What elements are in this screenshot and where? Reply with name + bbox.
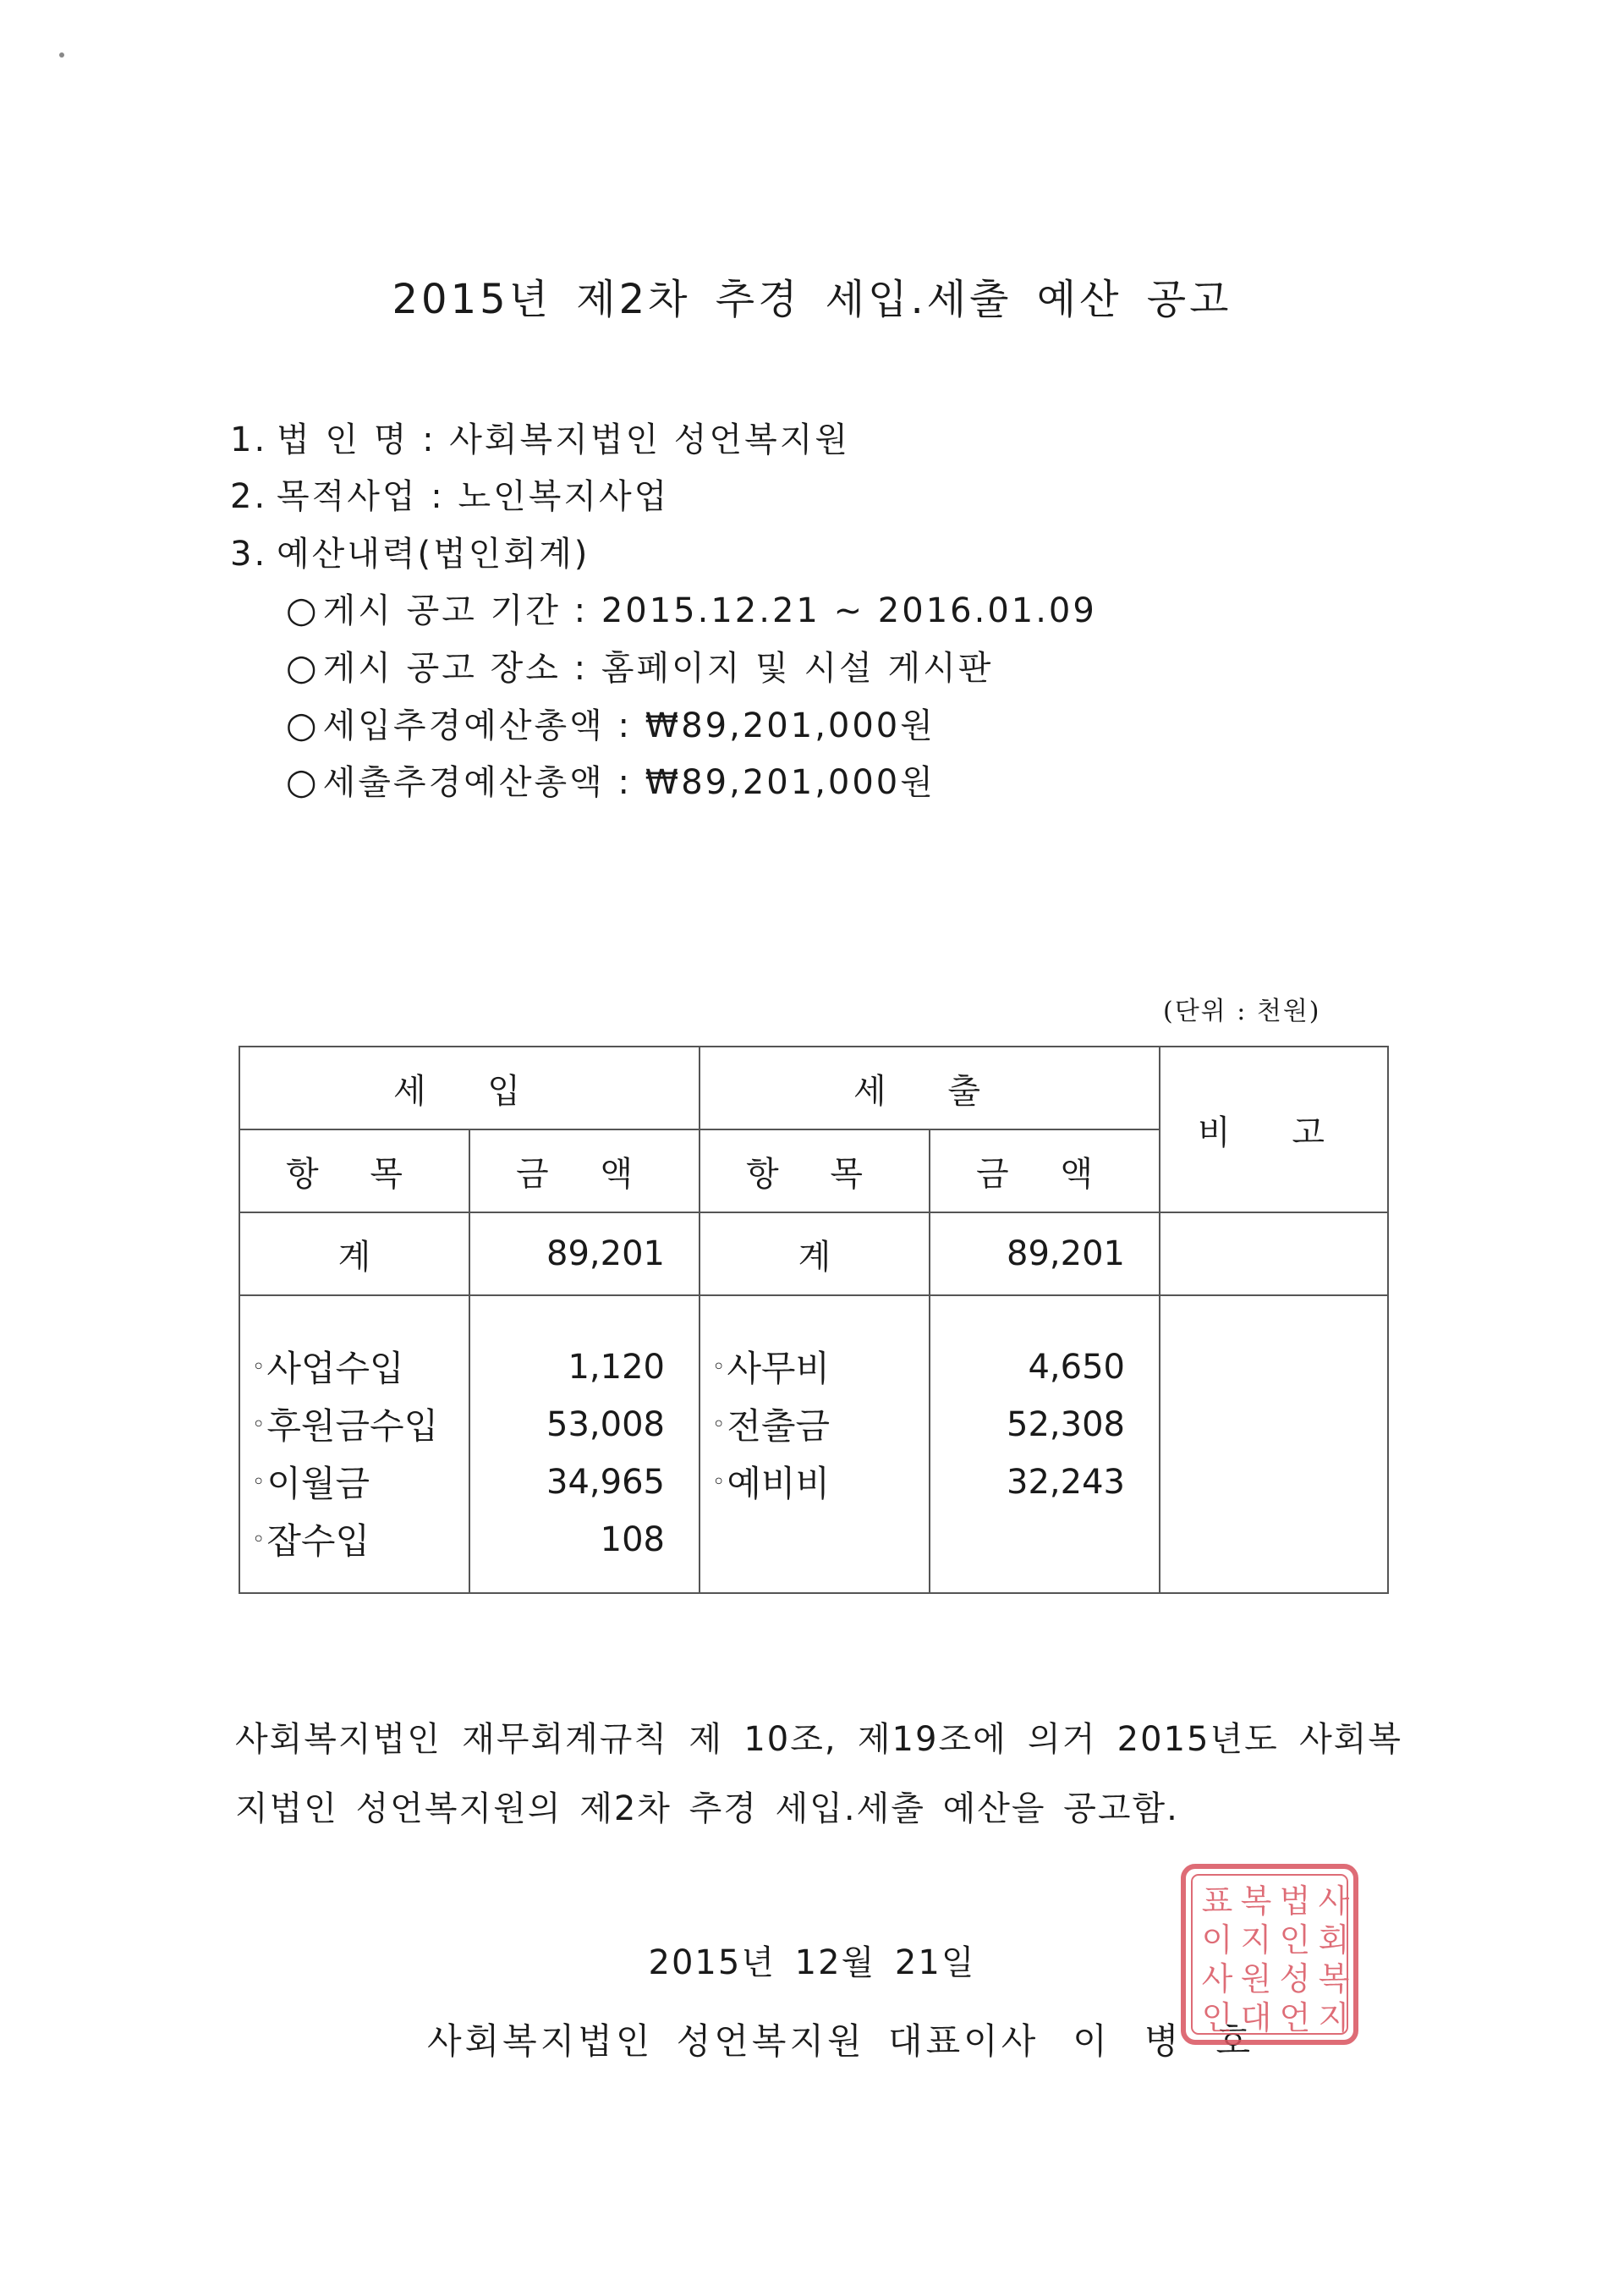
revenue-amount-header: 금 액: [469, 1129, 700, 1212]
list-item: [712, 1453, 929, 1511]
revenue-items: [239, 1295, 469, 1593]
expense-total-value: 89,201: [930, 1212, 1160, 1295]
expense-item-label: 예비비: [727, 1463, 831, 1504]
seal-glyphs: [1202, 1882, 1350, 2036]
revenue-item-label: 사업수입: [266, 1348, 404, 1389]
revenue-item-amount: 1,120: [568, 1348, 665, 1387]
seal-glyph: 사: [1201, 1960, 1233, 1998]
expense-item-label: 전출금: [727, 1405, 831, 1447]
expense-item-amount: 4,650: [1028, 1348, 1125, 1387]
circle-icon: ○: [286, 761, 320, 802]
signer-line: [427, 2014, 1254, 2064]
bullet-icon: ◦: [712, 1412, 726, 1437]
expense-item-amount: 52,308: [1007, 1405, 1125, 1444]
revenue-header: 세 입: [239, 1047, 700, 1129]
announcement-date: 2015년 12월 21일: [648, 1943, 976, 1982]
bullet-icon: ◦: [712, 1470, 726, 1495]
seal-glyph: 복: [1318, 1960, 1350, 1998]
official-seal: [1178, 1861, 1361, 2047]
bullet-icon: ◦: [252, 1355, 266, 1380]
list-item: [252, 1338, 469, 1396]
circle-icon: ○: [286, 704, 320, 745]
expense-item-amount: 32,243: [1007, 1463, 1125, 1502]
revenue-item-label: 잡수입: [266, 1520, 370, 1562]
seal-glyph: 인: [1279, 1921, 1311, 1959]
expense-item-label: 사무비: [727, 1348, 831, 1389]
item-text: 목적사업 : 노인복지사업: [277, 477, 670, 516]
revenue-item-label: 후원금수입: [266, 1405, 439, 1447]
sub-item-expense-total: [286, 756, 935, 804]
budget-table: [239, 1046, 1389, 1594]
circle-icon: ○: [286, 646, 320, 688]
expense-items: [700, 1295, 930, 1593]
sub-item-text: 세입추경예산총액 : ₩89,201,000원: [322, 706, 935, 745]
declaration-text: 사회복지법인 재무회계규칙 제 10조, 제19조에 의거 2015년도 사회복지법인 성언복지원의 제2차 추경 세입.세출 예산을 공고함.: [235, 1720, 1402, 1828]
item-corporation-name: [230, 413, 850, 461]
item-number: 3.: [230, 535, 268, 574]
revenue-total-value: 89,201: [469, 1212, 700, 1295]
sub-item-text: 게시 공고 장소 : 홈페이지 및 시설 게시판: [322, 649, 994, 688]
revenue-total-label: 계: [239, 1212, 469, 1295]
bullet-icon: ◦: [712, 1355, 726, 1380]
bullet-icon: ◦: [252, 1412, 266, 1437]
list-item: [252, 1453, 469, 1511]
sub-item-posting-place: [286, 641, 993, 690]
seal-glyph: 지: [1240, 1921, 1272, 1959]
signer-name-char: 병: [1144, 2020, 1182, 2062]
seal-glyph: 이: [1201, 1921, 1233, 1959]
seal-glyph: 회: [1318, 1921, 1350, 1959]
item-number: 2.: [230, 477, 268, 516]
seal-glyph: 복: [1240, 1882, 1272, 1920]
item-budget-details: [230, 527, 590, 575]
expense-item-header: 항 목: [700, 1129, 930, 1212]
unit-note: (단위 : 천원): [1163, 997, 1321, 1026]
list-item: [252, 1511, 469, 1569]
revenue-item-amount: 108: [600, 1520, 665, 1559]
seal-glyph: 인: [1201, 1999, 1233, 2036]
circle-icon: ○: [286, 589, 320, 630]
item-text: 법 인 명 : 사회복지법인 성언복지원: [277, 420, 851, 459]
page-title: 2015년 제2차 추경 세입.세출 예산 공고: [392, 276, 1232, 323]
revenue-item-label: 이월금: [266, 1463, 370, 1504]
expense-amount-header: 금 액: [930, 1129, 1160, 1212]
item-text: 예산내력(법인회계): [277, 535, 590, 574]
seal-glyph: 지: [1318, 1999, 1350, 2036]
signer-name-char: 호: [1215, 2020, 1254, 2062]
item-purpose: [230, 470, 669, 518]
expense-amounts: [930, 1295, 1160, 1593]
signer-name-char: 이: [1073, 2020, 1111, 2062]
expense-header: 세 출: [700, 1047, 1160, 1129]
list-item: [712, 1338, 929, 1396]
scan-speck: [59, 52, 64, 58]
seal-glyph: 법: [1279, 1882, 1311, 1920]
list-item: [712, 1396, 929, 1453]
seal-glyph: 표: [1201, 1882, 1233, 1920]
total-note: [1160, 1212, 1388, 1295]
note-header: 비 고: [1160, 1047, 1388, 1212]
seal-glyph: 사: [1318, 1882, 1350, 1920]
revenue-amounts: [469, 1295, 700, 1593]
revenue-item-amount: 34,965: [546, 1463, 665, 1502]
bullet-icon: ◦: [252, 1470, 266, 1495]
items-note: [1160, 1295, 1388, 1593]
revenue-item-amount: 53,008: [546, 1405, 665, 1444]
signer-org: 사회복지법인 성언복지원 대표이사: [427, 2020, 1040, 2062]
sub-item-text: 게시 공고 기간 : 2015.12.21 ~ 2016.01.09: [322, 591, 1097, 630]
bullet-icon: ◦: [252, 1527, 266, 1552]
seal-glyph: 원: [1240, 1960, 1272, 1998]
sub-item-revenue-total: [286, 699, 935, 747]
list-item: [252, 1396, 469, 1453]
item-number: 1.: [230, 420, 268, 459]
seal-glyph: 성: [1279, 1960, 1311, 1998]
seal-glyph: 언: [1279, 1999, 1311, 2036]
expense-total-label: 계: [700, 1212, 930, 1295]
sub-item-posting-period: [286, 584, 1097, 632]
sub-item-text: 세출추경예산총액 : ₩89,201,000원: [322, 763, 935, 802]
seal-glyph: 대: [1240, 1999, 1272, 2036]
revenue-item-header: 항 목: [239, 1129, 469, 1212]
